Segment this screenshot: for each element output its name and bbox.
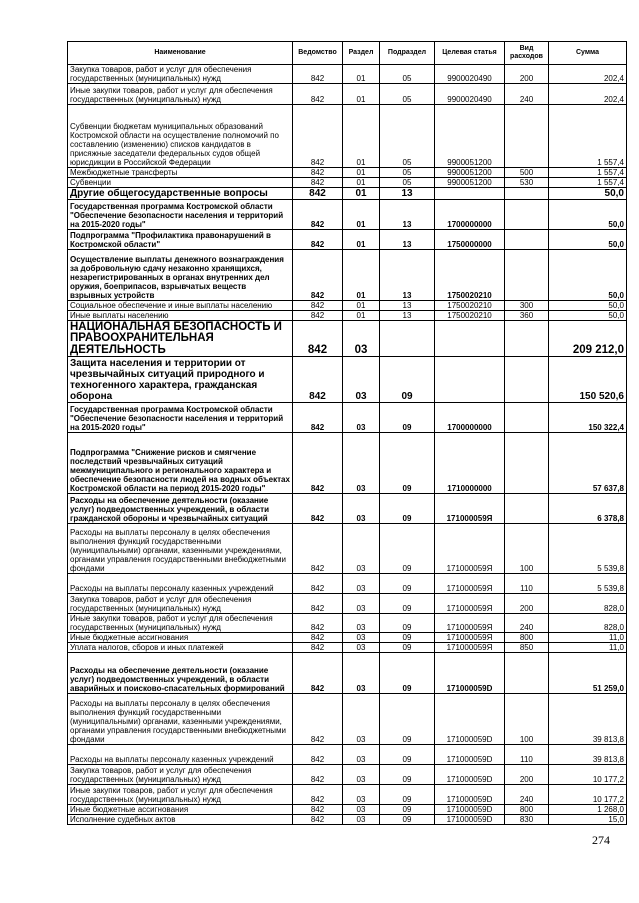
- table-row: [68, 594, 627, 614]
- cell-expense-type: 850: [505, 643, 549, 653]
- cell-expense-type: [505, 230, 549, 250]
- cell-name: Расходы на выплаты персоналу в целях обеспечения выполнения функций государственными (муниципальными) органами, казенными учреждениями, органами управления государственными внебюджетными фондами: [68, 694, 293, 745]
- cell-razdel: 03: [343, 321, 380, 357]
- cell-sum: 50,0: [549, 250, 627, 301]
- cell-sum: 51 259,0: [549, 653, 627, 694]
- cell-expense-type: 100: [505, 524, 549, 574]
- cell-ved: 842: [293, 594, 343, 614]
- cell-target-article: 171000059D: [435, 765, 505, 785]
- cell-expense-type: 240: [505, 785, 549, 805]
- table-row: [68, 785, 627, 805]
- cell-target-article: 171000059Я: [435, 614, 505, 633]
- cell-podrazdel: 09: [380, 653, 435, 694]
- table-row: [68, 643, 627, 653]
- cell-ved: 842: [293, 178, 343, 188]
- table-header: [68, 42, 627, 65]
- cell-razdel: 01: [343, 178, 380, 188]
- cell-target-article: 1700000000: [435, 403, 505, 433]
- cell-name: Субвенции бюджетам муниципальных образований Костромской области на осуществление полномочий по составлению (изменению) списков кандидатов в присяжные заседатели федеральных судов общей юрисдикции в Российской Федерации: [68, 105, 293, 168]
- cell-sum: 828,0: [549, 594, 627, 614]
- cell-ved: 842: [293, 694, 343, 745]
- cell-ved: 842: [293, 200, 343, 230]
- cell-expense-type: 500: [505, 168, 549, 178]
- cell-podrazdel: 09: [380, 785, 435, 805]
- table-body: [68, 65, 627, 825]
- cell-podrazdel: 09: [380, 524, 435, 574]
- cell-ved: 842: [293, 745, 343, 765]
- cell-podrazdel: 09: [380, 494, 435, 524]
- cell-expense-type: 530: [505, 178, 549, 188]
- cell-name: Расходы на выплаты персоналу в целях обеспечения выполнения функций государственными (муниципальными) органами, казенными учреждениями, органами управления государственными внебюджетными фондами: [68, 524, 293, 574]
- cell-podrazdel: 13: [380, 250, 435, 301]
- cell-expense-type: 800: [505, 633, 549, 643]
- cell-podrazdel: 05: [380, 84, 435, 105]
- cell-expense-type: 300: [505, 301, 549, 311]
- cell-target-article: 171000059D: [435, 653, 505, 694]
- cell-sum: 5 539,8: [549, 524, 627, 574]
- cell-target-article: 171000059Я: [435, 524, 505, 574]
- cell-name: Межбюджетные трансферты: [68, 168, 293, 178]
- cell-target-article: 9900051200: [435, 178, 505, 188]
- cell-razdel: 03: [343, 785, 380, 805]
- cell-expense-type: 360: [505, 311, 549, 321]
- cell-ved: 842: [293, 785, 343, 805]
- cell-razdel: 01: [343, 65, 380, 84]
- cell-expense-type: 240: [505, 614, 549, 633]
- cell-target-article: 171000059Я: [435, 643, 505, 653]
- cell-podrazdel: 09: [380, 574, 435, 594]
- cell-razdel: 01: [343, 105, 380, 168]
- cell-sum: 10 177,2: [549, 765, 627, 785]
- cell-razdel: 01: [343, 84, 380, 105]
- cell-ved: 842: [293, 815, 343, 825]
- table-row: [68, 494, 627, 524]
- cell-sum: 50,0: [549, 188, 627, 200]
- table-row: [68, 815, 627, 825]
- cell-expense-type: 110: [505, 574, 549, 594]
- header-target-article: Целевая статья: [435, 42, 505, 65]
- cell-podrazdel: 09: [380, 694, 435, 745]
- table-row: [68, 745, 627, 765]
- table-row: [68, 694, 627, 745]
- cell-podrazdel: 05: [380, 168, 435, 178]
- cell-name: Субвенции: [68, 178, 293, 188]
- cell-name: Государственная программа Костромской области "Обеспечение безопасности населения и территорий на 2015-2020 годы": [68, 403, 293, 433]
- cell-sum: 39 813,8: [549, 694, 627, 745]
- cell-target-article: [435, 321, 505, 357]
- cell-target-article: 9900020490: [435, 84, 505, 105]
- cell-razdel: 03: [343, 574, 380, 594]
- cell-razdel: 03: [343, 433, 380, 494]
- cell-razdel: 03: [343, 815, 380, 825]
- cell-podrazdel: 09: [380, 643, 435, 653]
- table-row: [68, 178, 627, 188]
- cell-razdel: 03: [343, 694, 380, 745]
- cell-podrazdel: [380, 321, 435, 357]
- cell-razdel: 01: [343, 301, 380, 311]
- cell-target-article: 171000059D: [435, 785, 505, 805]
- cell-expense-type: [505, 188, 549, 200]
- cell-sum: 1 557,4: [549, 168, 627, 178]
- cell-podrazdel: 09: [380, 403, 435, 433]
- cell-expense-type: 830: [505, 815, 549, 825]
- cell-expense-type: 200: [505, 65, 549, 84]
- cell-sum: 1 557,4: [549, 105, 627, 168]
- table-row: [68, 250, 627, 301]
- cell-ved: 842: [293, 805, 343, 815]
- cell-sum: 11,0: [549, 643, 627, 653]
- cell-sum: 50,0: [549, 311, 627, 321]
- cell-razdel: 03: [343, 614, 380, 633]
- cell-ved: 842: [293, 494, 343, 524]
- cell-target-article: 171000059Я: [435, 594, 505, 614]
- cell-ved: 842: [293, 524, 343, 574]
- cell-podrazdel: 13: [380, 301, 435, 311]
- cell-podrazdel: 13: [380, 188, 435, 200]
- cell-ved: 842: [293, 357, 343, 403]
- cell-name: Подпрограмма "Снижение рисков и смягчение последствий чрезвычайных ситуаций межмуниципального и регионального характера и обеспечение безопасности людей на водных объектах Костромской области на период 2015-2020 годы": [68, 433, 293, 494]
- cell-razdel: 01: [343, 188, 380, 200]
- cell-podrazdel: 13: [380, 230, 435, 250]
- cell-podrazdel: 13: [380, 200, 435, 230]
- cell-razdel: 03: [343, 357, 380, 403]
- page-number: 274: [592, 833, 610, 847]
- cell-name: Закупка товаров, работ и услуг для обеспечения государственных (муниципальных) нужд: [68, 594, 293, 614]
- table-row: [68, 230, 627, 250]
- cell-ved: 842: [293, 301, 343, 311]
- table-row: [68, 524, 627, 574]
- header-expense-type: Вид расходов: [505, 42, 549, 65]
- cell-ved: 842: [293, 433, 343, 494]
- header-sum: Сумма: [549, 42, 627, 65]
- cell-ved: 842: [293, 653, 343, 694]
- table-row: [68, 65, 627, 84]
- cell-name: Исполнение судебных актов: [68, 815, 293, 825]
- table-row: [68, 301, 627, 311]
- cell-podrazdel: 05: [380, 65, 435, 84]
- cell-target-article: 171000059Я: [435, 574, 505, 594]
- header-ved: Ведомство: [293, 42, 343, 65]
- cell-target-article: 171000059Я: [435, 633, 505, 643]
- cell-name: Социальное обеспечение и иные выплаты населению: [68, 301, 293, 311]
- cell-ved: 842: [293, 574, 343, 594]
- table-row: [68, 765, 627, 785]
- cell-expense-type: 200: [505, 765, 549, 785]
- cell-podrazdel: 09: [380, 815, 435, 825]
- cell-sum: 50,0: [549, 200, 627, 230]
- cell-target-article: 9900051200: [435, 168, 505, 178]
- cell-razdel: 01: [343, 311, 380, 321]
- cell-ved: 842: [293, 65, 343, 84]
- budget-table: [67, 41, 627, 825]
- cell-razdel: 03: [343, 805, 380, 815]
- cell-expense-type: [505, 403, 549, 433]
- cell-ved: 842: [293, 633, 343, 643]
- cell-sum: 1 557,4: [549, 178, 627, 188]
- cell-expense-type: 110: [505, 745, 549, 765]
- cell-razdel: 03: [343, 653, 380, 694]
- table-row: [68, 168, 627, 178]
- table-row: [68, 188, 627, 200]
- cell-podrazdel: 09: [380, 633, 435, 643]
- cell-podrazdel: 09: [380, 765, 435, 785]
- cell-sum: 6 378,8: [549, 494, 627, 524]
- cell-name: Иные бюджетные ассигнования: [68, 805, 293, 815]
- table-row: [68, 403, 627, 433]
- cell-ved: 842: [293, 311, 343, 321]
- cell-ved: 842: [293, 168, 343, 178]
- cell-ved: 842: [293, 105, 343, 168]
- cell-target-article: 171000059D: [435, 745, 505, 765]
- cell-name: Защита населения и территории от чрезвычайных ситуаций природного и техногенного характера, гражданская оборона: [68, 357, 293, 403]
- table-row: [68, 633, 627, 643]
- cell-sum: 202,4: [549, 65, 627, 84]
- cell-expense-type: [505, 357, 549, 403]
- cell-name: Уплата налогов, сборов и иных платежей: [68, 643, 293, 653]
- cell-target-article: 171000059D: [435, 815, 505, 825]
- cell-name: Закупка товаров, работ и услуг для обеспечения государственных (муниципальных) нужд: [68, 65, 293, 84]
- cell-target-article: 9900051200: [435, 105, 505, 168]
- cell-podrazdel: 05: [380, 105, 435, 168]
- header-podrazdel: Подраздел: [380, 42, 435, 65]
- cell-razdel: 01: [343, 200, 380, 230]
- cell-podrazdel: 09: [380, 805, 435, 815]
- header-razdel: Раздел: [343, 42, 380, 65]
- cell-razdel: 03: [343, 524, 380, 574]
- cell-razdel: 01: [343, 230, 380, 250]
- table-row: [68, 574, 627, 594]
- table-row: [68, 321, 627, 357]
- cell-razdel: 03: [343, 643, 380, 653]
- cell-sum: 50,0: [549, 301, 627, 311]
- cell-ved: 842: [293, 250, 343, 301]
- cell-ved: 842: [293, 765, 343, 785]
- cell-podrazdel: 09: [380, 594, 435, 614]
- cell-expense-type: [505, 653, 549, 694]
- table-row: [68, 433, 627, 494]
- cell-razdel: 03: [343, 403, 380, 433]
- cell-ved: 842: [293, 321, 343, 357]
- cell-expense-type: [505, 200, 549, 230]
- cell-sum: 10 177,2: [549, 785, 627, 805]
- cell-razdel: 03: [343, 494, 380, 524]
- header-name: Наименование: [68, 42, 293, 65]
- cell-name: Расходы на выплаты персоналу казенных учреждений: [68, 745, 293, 765]
- table-row: [68, 105, 627, 168]
- cell-name: Расходы на обеспечение деятельности (оказание услуг) подведомственных учреждений, в области гражданской обороны и чрезвычайных ситуаций: [68, 494, 293, 524]
- cell-name: Иные закупки товаров, работ и услуг для обеспечения государственных (муниципальных) нужд: [68, 614, 293, 633]
- cell-razdel: 03: [343, 765, 380, 785]
- cell-razdel: 03: [343, 745, 380, 765]
- cell-podrazdel: 09: [380, 433, 435, 494]
- cell-ved: 842: [293, 614, 343, 633]
- cell-sum: 5 539,8: [549, 574, 627, 594]
- cell-podrazdel: 13: [380, 311, 435, 321]
- cell-expense-type: 100: [505, 694, 549, 745]
- cell-sum: 828,0: [549, 614, 627, 633]
- cell-ved: 842: [293, 403, 343, 433]
- cell-target-article: [435, 188, 505, 200]
- cell-razdel: 03: [343, 594, 380, 614]
- cell-target-article: 1700000000: [435, 200, 505, 230]
- cell-target-article: 1750020210: [435, 250, 505, 301]
- cell-target-article: [435, 357, 505, 403]
- cell-sum: 11,0: [549, 633, 627, 643]
- cell-ved: 842: [293, 84, 343, 105]
- cell-expense-type: 800: [505, 805, 549, 815]
- cell-podrazdel: 09: [380, 745, 435, 765]
- cell-name: НАЦИОНАЛЬНАЯ БЕЗОПАСНОСТЬ И ПРАВООХРАНИТЕЛЬНАЯ ДЕЯТЕЛЬНОСТЬ: [68, 321, 293, 357]
- cell-expense-type: [505, 105, 549, 168]
- cell-sum: 39 813,8: [549, 745, 627, 765]
- cell-name: Государственная программа Костромской области "Обеспечение безопасности населения и территорий на 2015-2020 годы": [68, 200, 293, 230]
- cell-sum: 150 322,4: [549, 403, 627, 433]
- cell-target-article: 171000059D: [435, 805, 505, 815]
- cell-sum: 150 520,6: [549, 357, 627, 403]
- cell-name: Иные закупки товаров, работ и услуг для обеспечения государственных (муниципальных) нужд: [68, 84, 293, 105]
- cell-razdel: 01: [343, 168, 380, 178]
- cell-target-article: 1710000000: [435, 433, 505, 494]
- table-row: [68, 357, 627, 403]
- cell-ved: 842: [293, 643, 343, 653]
- cell-target-article: 1750020210: [435, 301, 505, 311]
- table-row: [68, 200, 627, 230]
- cell-name: Подпрограмма "Профилактика правонарушений в Костромской области": [68, 230, 293, 250]
- cell-name: Иные выплаты населению: [68, 311, 293, 321]
- table-row: [68, 311, 627, 321]
- cell-expense-type: [505, 250, 549, 301]
- cell-sum: 209 212,0: [549, 321, 627, 357]
- cell-sum: 50,0: [549, 230, 627, 250]
- cell-expense-type: [505, 433, 549, 494]
- cell-expense-type: [505, 494, 549, 524]
- cell-razdel: 03: [343, 633, 380, 643]
- cell-podrazdel: 09: [380, 614, 435, 633]
- cell-name: Осуществление выплаты денежного вознаграждения за добровольную сдачу незаконно хранящихся, незарегистрированных в органах внутренних дел оружия, боеприпасов, взрывчатых веществ взрывных устройств: [68, 250, 293, 301]
- cell-sum: 1 268,0: [549, 805, 627, 815]
- cell-expense-type: 200: [505, 594, 549, 614]
- table-row: [68, 614, 627, 633]
- cell-target-article: 9900020490: [435, 65, 505, 84]
- cell-podrazdel: 09: [380, 357, 435, 403]
- cell-sum: 15,0: [549, 815, 627, 825]
- cell-target-article: 1750020210: [435, 311, 505, 321]
- cell-podrazdel: 05: [380, 178, 435, 188]
- cell-name: Иные бюджетные ассигнования: [68, 633, 293, 643]
- cell-name: Расходы на выплаты персоналу казенных учреждений: [68, 574, 293, 594]
- cell-sum: 202,4: [549, 84, 627, 105]
- cell-sum: 57 637,8: [549, 433, 627, 494]
- cell-target-article: 171000059Я: [435, 494, 505, 524]
- cell-expense-type: 240: [505, 84, 549, 105]
- cell-target-article: 1750000000: [435, 230, 505, 250]
- cell-name: Расходы на обеспечение деятельности (оказание услуг) подведомственных учреждений, в области аварийных и поисково-спасательных формирований: [68, 653, 293, 694]
- table-row: [68, 653, 627, 694]
- table-row: [68, 84, 627, 105]
- cell-name: Другие общегосударственные вопросы: [68, 188, 293, 200]
- header-row: [68, 42, 627, 65]
- cell-name: Иные закупки товаров, работ и услуг для обеспечения государственных (муниципальных) нужд: [68, 785, 293, 805]
- cell-name: Закупка товаров, работ и услуг для обеспечения государственных (муниципальных) нужд: [68, 765, 293, 785]
- cell-target-article: 171000059D: [435, 694, 505, 745]
- cell-ved: 842: [293, 230, 343, 250]
- table-row: [68, 805, 627, 815]
- cell-razdel: 01: [343, 250, 380, 301]
- cell-expense-type: [505, 321, 549, 357]
- cell-ved: 842: [293, 188, 343, 200]
